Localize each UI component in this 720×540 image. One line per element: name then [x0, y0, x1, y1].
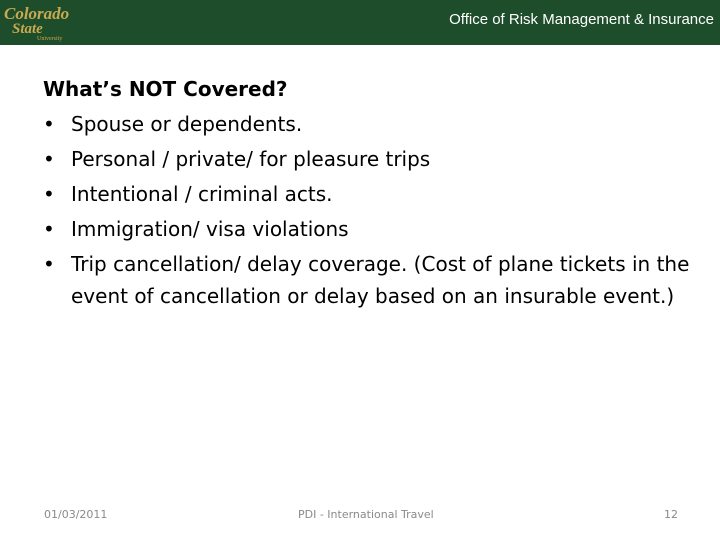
list-item — [43, 178, 693, 210]
logo-university: University — [37, 36, 63, 42]
slide-content — [43, 72, 693, 315]
page-number: 12 — [664, 508, 678, 521]
bullet-text: Immigration/ visa violations — [71, 217, 349, 241]
footer-title: PDI - International Travel — [298, 508, 434, 521]
bullet-marker: • — [43, 182, 55, 206]
list-item — [43, 108, 693, 140]
slide-heading: What’s NOT Covered? — [43, 77, 288, 101]
bullet-marker: • — [43, 147, 55, 171]
header-banner — [0, 0, 720, 45]
bullet-marker: • — [43, 217, 55, 241]
logo-colorado: Colorado — [4, 4, 70, 23]
bullet-text: Intentional / criminal acts. — [71, 182, 333, 206]
bullet-marker: • — [43, 252, 55, 276]
bullet-text: Personal / private/ for pleasure trips — [71, 147, 431, 171]
list-item — [43, 213, 693, 245]
bullet-list — [43, 108, 693, 312]
list-item — [43, 248, 693, 312]
list-item — [43, 143, 693, 175]
bullet-marker: • — [43, 112, 55, 136]
university-logo — [3, 2, 91, 42]
logo-state: State — [12, 21, 43, 37]
footer-date: 01/03/2011 — [44, 508, 108, 521]
banner-title: Office of Risk Management & Insurance — [449, 11, 714, 28]
bullet-text: Spouse or dependents. — [71, 112, 303, 136]
bullet-text: Trip cancellation/ delay coverage. (Cost of plane tickets in the event of cancellation or delay based on an insurable event.) — [71, 252, 690, 308]
